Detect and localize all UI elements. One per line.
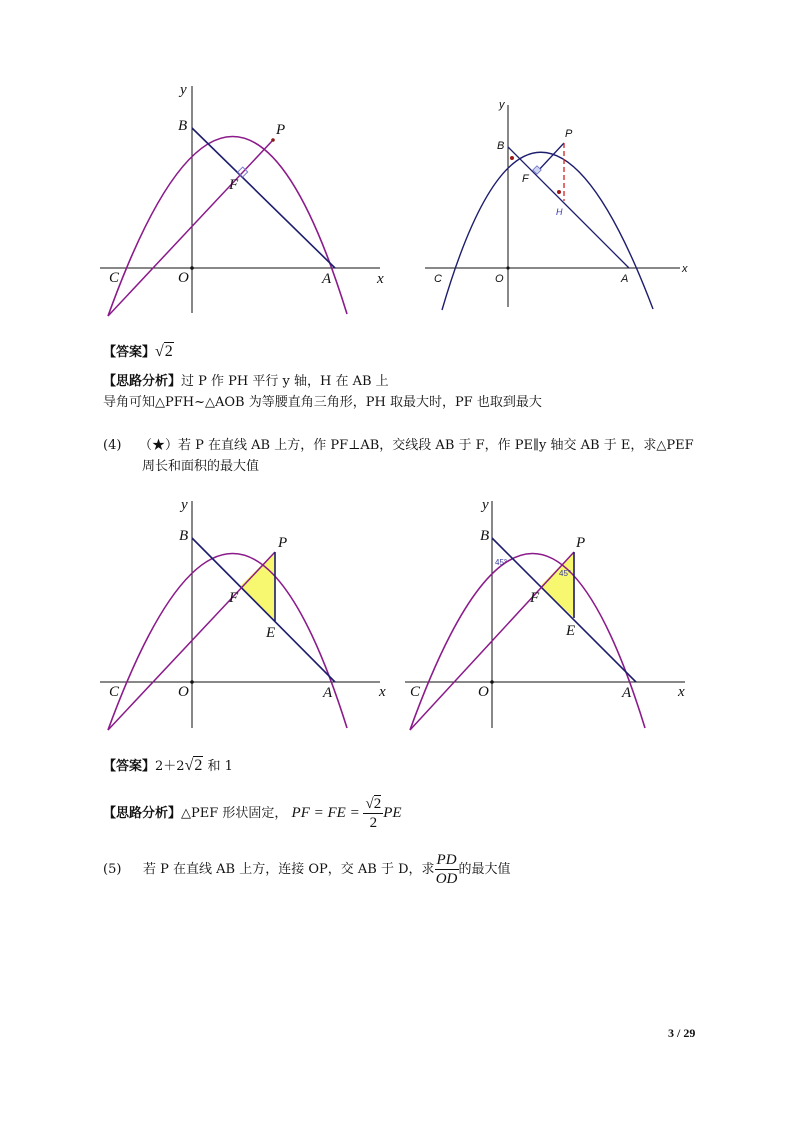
figure-3 [95,496,395,736]
dot-h [557,190,561,194]
answer-label: 【答案】 [103,759,156,774]
answer-1 [103,342,174,363]
parabola [410,553,645,730]
question-number: (4) [103,438,122,453]
parabola [442,152,653,310]
question-4-line-1 [103,436,694,456]
frac-num: 2 [373,796,382,812]
label-e: E [566,623,576,639]
question-5 [103,850,511,890]
label-f: F [229,177,239,193]
point-o [490,680,494,684]
label-c: C [410,684,421,700]
page-number [668,1026,695,1041]
point-o [190,680,194,684]
question-number: (5) [103,862,122,877]
y-label: y [181,497,188,513]
answer-post: 和 1 [203,759,233,774]
line-cp [108,140,273,316]
x-label: x [379,684,386,700]
label-h: H [556,207,563,217]
frac-den: 2 [369,815,378,831]
label-b: B [179,528,189,544]
y-label: y [180,82,187,98]
label-f: F [229,590,239,606]
label-o: O [478,684,489,700]
star-mark: （★） [139,438,179,453]
page-sep: / [674,1026,684,1040]
frac-den: OD [435,871,458,887]
label-p: P [565,128,573,140]
analysis-label: 【思路分析】 [103,806,182,821]
label-a: A [322,271,332,287]
label-b: B [497,140,505,152]
line-ab [492,538,636,682]
figure-1 [95,78,395,318]
label-o: O [178,270,189,286]
label-p: P [276,122,286,138]
answer-pre: 2＋2 [155,759,185,774]
answer-sqrt: √2 [155,343,173,360]
frac-num: PD [436,852,457,868]
page-current: 3 [668,1026,674,1040]
label-c: C [109,270,120,286]
question-text: 若 P 在直线 AB 上方，连接 OP，交 AB 于 D，求 [143,862,435,877]
y-label: y [499,99,505,111]
point-o [190,266,194,270]
label-f: F [522,173,529,185]
label-e: E [266,625,276,641]
formula-fraction: $\frac{√2}{2}$ [365,796,382,831]
y-label: y [482,497,489,513]
line-ab [508,147,629,268]
analysis-label: 【思路分析】 [103,374,182,389]
answer-sqrt: √2 [184,757,203,774]
question-text: 若 P 在直线 AB 上方，作 PF⊥AB，交线段 AB 于 F，作 PE∥y 轴交 AB 于 E，求△PEF [178,438,694,453]
page-total: 29 [683,1026,696,1040]
figure-4 [400,496,700,736]
label-a: A [323,685,333,701]
question-fraction [435,851,459,888]
label-a: A [621,273,629,285]
label-p: P [576,535,586,551]
question-4-line-2: 周长和面积的最大值 [142,459,260,474]
label-c: C [434,273,442,285]
triangle-pef [240,552,275,621]
analysis-text: 过 P 作 PH 平行 y 轴，H 在 AB 上 [181,374,389,389]
label-b: B [480,528,490,544]
label-a: A [622,685,632,701]
dot-b [510,156,514,160]
label-o: O [495,273,504,285]
angle-b-label: 45° [495,558,508,567]
line-ab [192,538,335,682]
analysis-text: △PEF 形状固定， [181,806,288,821]
label-c: C [109,684,120,700]
label-b: B [178,118,188,134]
parabola [108,553,347,730]
point-p [271,138,275,142]
figure-2 [422,95,702,315]
formula-right: PE [383,805,402,821]
x-label: x [678,684,685,700]
x-label: x [682,263,688,275]
analysis-1-line-2: 导角可知△PFH~△AOB 为等腰直角三角形，PH 取最大时，PF 也取到最大 [103,395,542,410]
x-label: x [377,271,384,287]
analysis-2 [103,794,402,833]
formula-left: PF = FE = [291,805,364,821]
question-text-post: 的最大值 [458,862,511,877]
label-f: F [530,590,540,606]
label-p: P [278,535,288,551]
answer-2 [103,756,233,777]
answer-label: 【答案】 [103,345,156,360]
angle-p-label: 45° [559,569,572,578]
label-o: O [178,684,189,700]
point-o [506,266,509,269]
analysis-1-line-1 [103,372,389,392]
